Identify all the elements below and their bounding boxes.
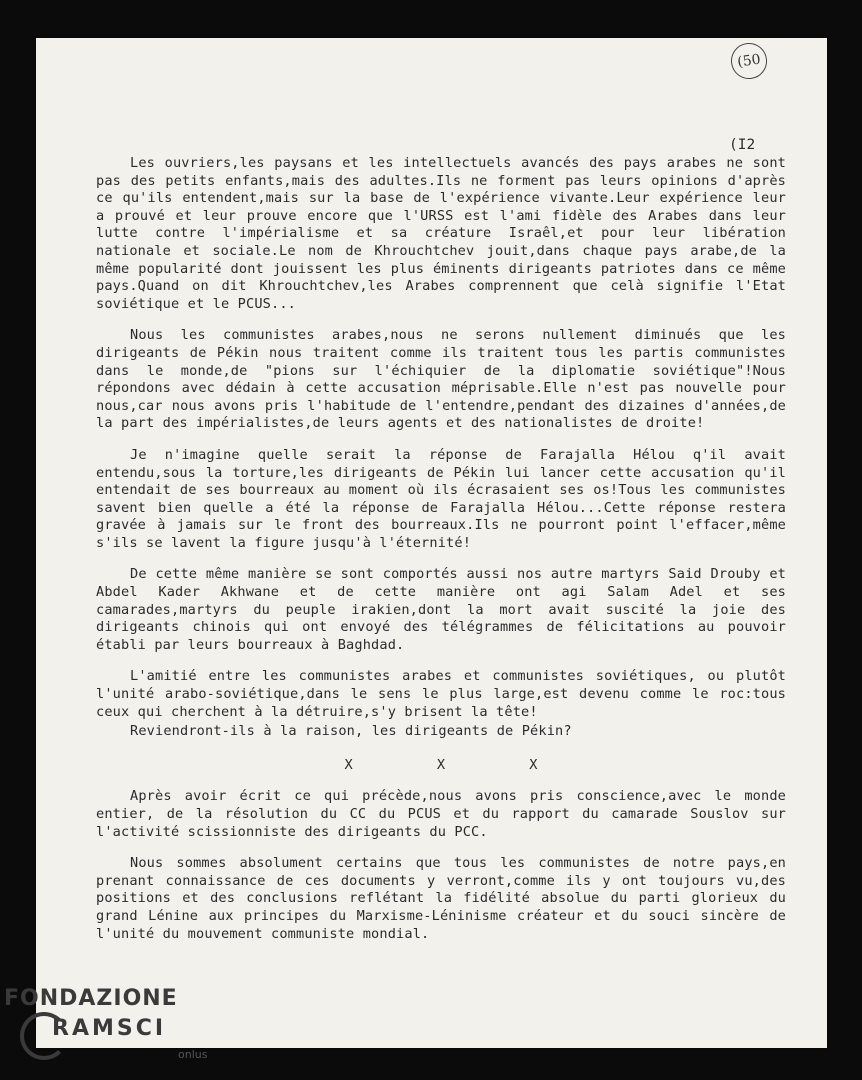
paragraph-7: Nous sommes absolument certains que tous les communistes de notre pays,en prenant connaissance de ces documents y verront,comme ils y ont toujours vu,des positions et des conclusions reflétant la fidélité absolue du parti glorieux du grand Lénine aux principes du Marxisme-Léninisme créateur et du souci sincère de l'unité du mouvement communiste mondial.	[96, 855, 786, 942]
paragraph-4: De cette même manière se sont comportés aussi nos autre martyrs Said Drouby et Abdel Kader Akhwane et de cette manière ont agi Salam Adel et ses camarades,martyrs du peuple irakien,dont la mort avait suscité la joie des dirigeants chinois qui ont envoyé des télégrammes de félicitations au pouvoir établi par leurs bourreaux à Baghdad.	[96, 566, 786, 653]
question-line: Reviendront-ils à la raison, les dirigeants de Pékin?	[130, 723, 572, 740]
document-body	[96, 155, 786, 957]
paragraph-3: Je n'imagine quelle serait la réponse de Farajalla Hélou q'il avait entendu,sous la torture,les dirigeants de Pékin lui lancer cette accusation qu'il entendait de ses bourreaux au moment où ils écrasaient ses os!Tous les communistes savent bien quelle a été la réponse de Farajalla Hélou...Cette réponse restera gravée à jamais sur le front des bourreaux.Ils ne pourront point l'effacer,même s'ils se lavent la figure jusqu'à l'éternité!	[96, 446, 786, 551]
watermark-logo	[4, 986, 234, 1066]
page-number: (I2	[729, 137, 756, 153]
paragraph-2: Nous les communistes arabes,nous ne serons nullement diminués que les dirigeants de Pékin nous traitent comme ils traitent tous les partis communistes dans le monde,de "pions sur l'échiquier de la diplomatie soviétique"!Nous répondons avec dédain à cette accusation méprisable.Elle n'est pas nouvelle pour nous,car nous avons pris l'habitude de l'entendre,pendant des dizaines d'années,de la part des impérialistes,de leurs agents et des nationalistes de droite!	[96, 327, 786, 432]
watermark-line1: FONDAZIONE	[4, 986, 178, 1011]
section-separator: X X X	[344, 756, 576, 773]
paragraph-1: Les ouvriers,les paysans et les intellectuels avancés des pays arabes ne sont pas des petits enfants,mais des adultes.Ils ne forment pas leurs opinions d'après ce qu'ils entendent,mais sur la base de l'expérience vivante.Leur expérience leur a prouvé et leur prouve encore que l'URSS est l'ami fidèle des Arabes dans leur lutte contre l'impérialisme et sa créature Israêl,et pour leur libération nationale et sociale.Le nom de Khrouchtchev jouit,dans chaque pays arabe,de la même popularité dont jouissent les plus éminents dirigeants patriotes dans ce même pays.Quand on dit Khrouchtchev,les Arabes comprennent que celà signifie l'Etat soviétique et le PCUS...	[96, 155, 786, 312]
paragraph-5: L'amitié entre les communistes arabes et communistes soviétiques, ou plutôt l'unité arabo-soviétique,dans le sens le plus large,est devenu comme le roc:tous ceux qui cherchent à la détruire,s'y brisent la tête!	[96, 668, 786, 720]
paragraph-6: Après avoir écrit ce qui précède,nous avons pris conscience,avec le monde entier, de la résolution du CC du PCUS et du rapport du camarade Souslov sur l'activité scissionniste des dirigeants du PCC.	[96, 788, 786, 840]
archive-stamp: (50	[729, 41, 770, 82]
watermark-line3: onlus	[178, 1048, 208, 1061]
watermark-line2: RAMSCI	[52, 1016, 167, 1041]
